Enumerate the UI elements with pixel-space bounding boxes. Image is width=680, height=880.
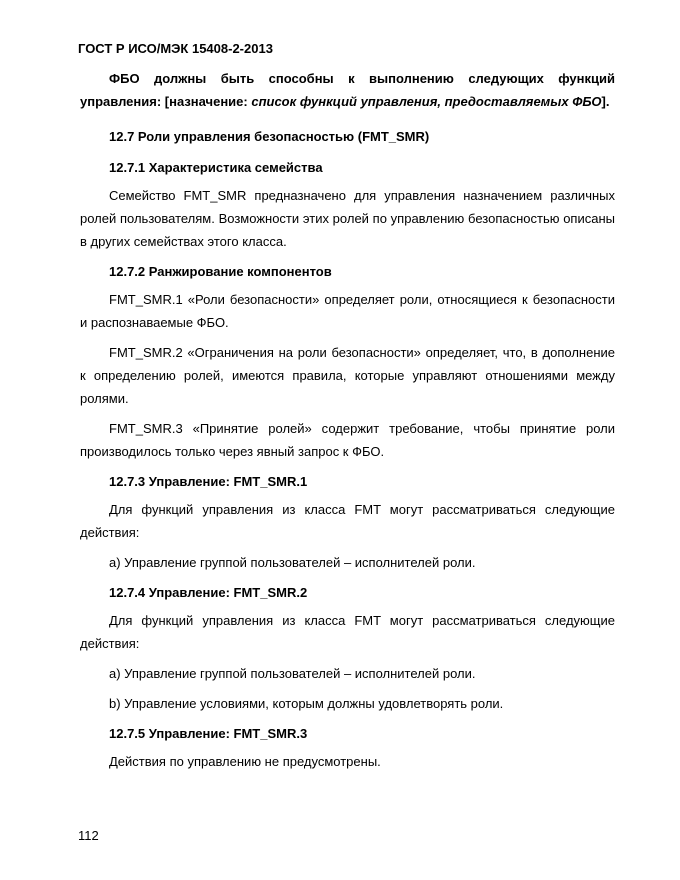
s3-paragraph: Для функций управления из класса FMT могут рассматриваться следующие действия: <box>80 502 615 540</box>
page-number: 112 <box>78 828 99 843</box>
subsection-heading-5: 12.7.5 Управление: FMT_SMR.3 <box>109 726 308 741</box>
intro-lead: ФБО должны быть способны к выполнению следующих функций управления: [назначение: <box>80 71 615 109</box>
document-body <box>80 67 615 780</box>
intro-paragraph <box>80 67 615 113</box>
s5-paragraph: Действия по управлению не предусмотрены. <box>109 754 381 769</box>
section-heading: 12.7 Роли управления безопасностью (FMT_SMR) <box>109 129 430 144</box>
s1-paragraph: Семейство FMT_SMR предназначено для управления назначением различных ролей пользователям. Возможности этих ролей по управлению безопасностью описаны в других семействах этого класса. <box>80 188 615 249</box>
s2-paragraph-2: FMT_SMR.2 «Ограничения на роли безопасности» определяет, что, в дополнение к определению ролей, имеются правила, которые управляют отношениями между ролями. <box>80 345 615 406</box>
s4-list-item-b: b) Управление условиями, которым должны удовлетворять роли. <box>109 696 504 711</box>
s4-list-item-a: a) Управление группой пользователей – исполнителей роли. <box>109 666 476 681</box>
subsection-heading-1: 12.7.1 Характеристика семейства <box>109 160 323 175</box>
s2-paragraph-3: FMT_SMR.3 «Принятие ролей» содержит требование, чтобы принятие роли производилось только через явный запрос к ФБО. <box>80 421 615 459</box>
s3-list-item-a: a) Управление группой пользователей – исполнителей роли. <box>109 555 476 570</box>
s2-paragraph-1: FMT_SMR.1 «Роли безопасности» определяет роли, относящиеся к безопасности и распознаваемые ФБО. <box>80 292 615 330</box>
intro-italic: список функций управления, предоставляемых ФБО <box>251 94 602 109</box>
subsection-heading-4: 12.7.4 Управление: FMT_SMR.2 <box>109 585 308 600</box>
intro-tail: ]. <box>601 94 610 109</box>
subsection-heading-3: 12.7.3 Управление: FMT_SMR.1 <box>109 474 308 489</box>
document-header: ГОСТ Р ИСО/МЭК 15408-2-2013 <box>78 41 273 56</box>
s4-paragraph: Для функций управления из класса FMT могут рассматриваться следующие действия: <box>80 613 615 651</box>
subsection-heading-2: 12.7.2 Ранжирование компонентов <box>109 264 332 279</box>
